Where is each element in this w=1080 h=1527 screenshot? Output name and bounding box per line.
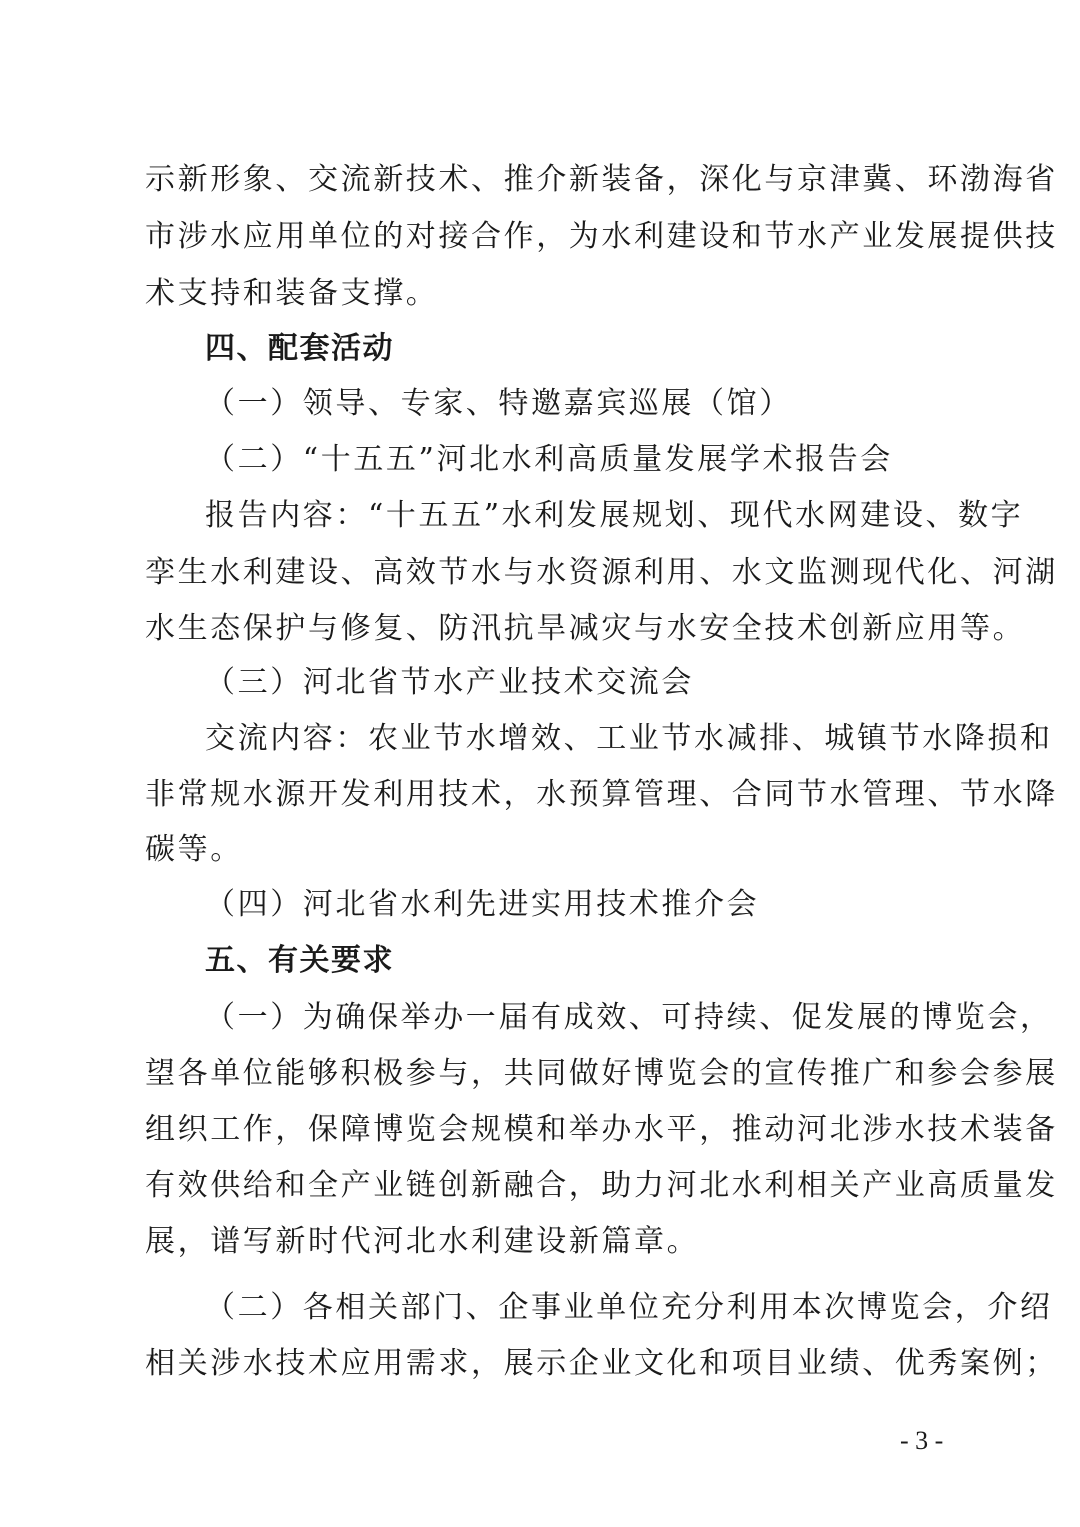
paragraph-line: 相关涉水技术应用需求，展示企业文化和项目业绩、优秀案例； <box>145 1346 1058 1381</box>
paragraph-line: 非常规水源开发利用技术，水预算管理、合同节水管理、节水降 <box>145 777 1058 812</box>
paragraph-line: 望各单位能够积极参与，共同做好博览会的宣传推广和参会参展 <box>145 1056 1058 1091</box>
section-heading-requirements: 五、有关要求 <box>205 943 394 978</box>
subsection-line: （四）河北省水利先进实用技术推介会 <box>205 887 760 922</box>
paragraph-line: 组织工作，保障博览会规模和举办水平，推动河北涉水技术装备 <box>145 1112 1058 1147</box>
paragraph-line: 示新形象、交流新技术、推介新装备，深化与京津冀、环渤海省 <box>145 162 1058 197</box>
paragraph-line: 交流内容：农业节水增效、工业节水减排、城镇节水降损和 <box>205 721 1053 756</box>
paragraph-line: 孪生水利建设、高效节水与水资源利用、水文监测现代化、河湖 <box>145 555 1058 590</box>
paragraph-line: 碳等。 <box>145 832 243 867</box>
subsection-line: （一）领导、专家、特邀嘉宾巡展（馆） <box>205 386 792 421</box>
subsection-line: （二）“十五五”河北水利高质量发展学术报告会 <box>205 442 893 477</box>
paragraph-line: 术支持和装备支撑。 <box>145 276 439 311</box>
paragraph-line: 展，谱写新时代河北水利建设新篇章。 <box>145 1224 700 1259</box>
paragraph-line: （一）为确保举办一届有成效、可持续、促发展的博览会， <box>205 1000 1053 1035</box>
page-number: - 3 - <box>900 1426 944 1455</box>
subsection-line: （三）河北省节水产业技术交流会 <box>205 665 694 700</box>
paragraph-line: 报告内容：“十五五”水利发展规划、现代水网建设、数字 <box>205 498 1024 533</box>
paragraph-line: 市涉水应用单位的对接合作，为水利建设和节水产业发展提供技 <box>145 219 1058 254</box>
section-heading-supporting-activities: 四、配套活动 <box>205 331 394 366</box>
paragraph-line: 有效供给和全产业链创新融合，助力河北水利相关产业高质量发 <box>145 1168 1058 1203</box>
paragraph-line: 水生态保护与修复、防汛抗旱减灾与水安全技术创新应用等。 <box>145 611 1026 646</box>
paragraph-line: （二）各相关部门、企事业单位充分利用本次博览会，介绍 <box>205 1290 1053 1325</box>
